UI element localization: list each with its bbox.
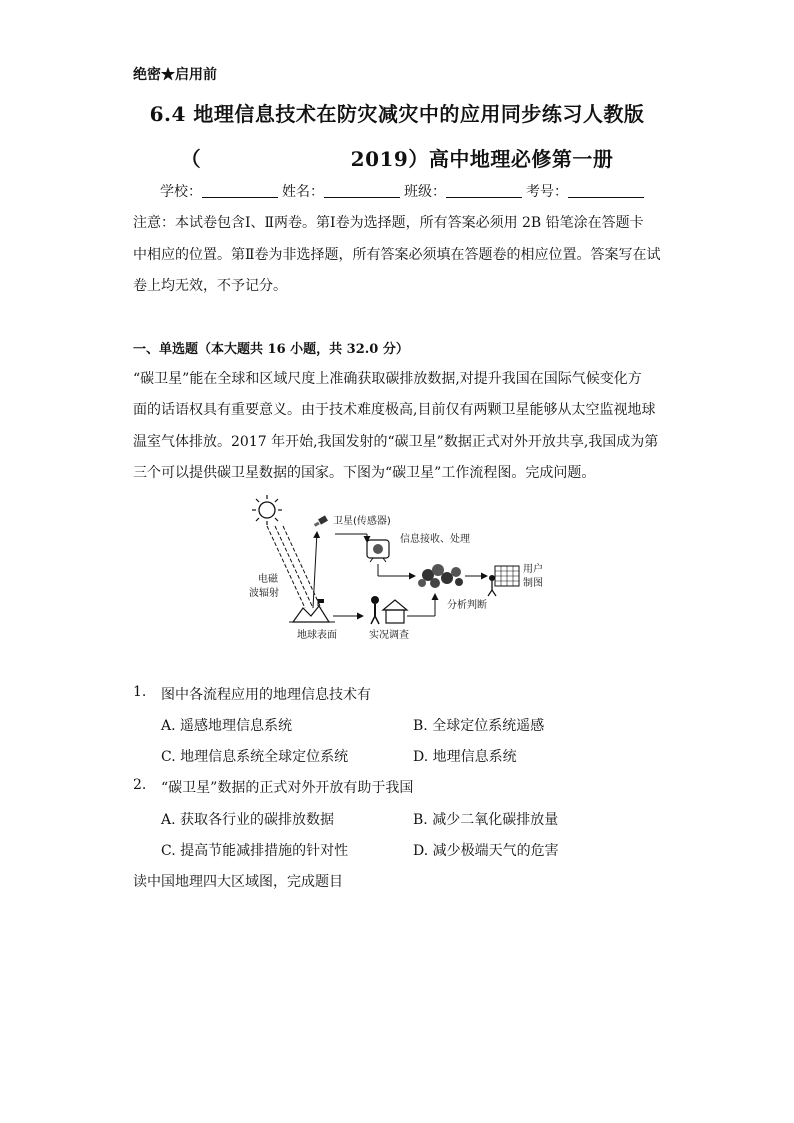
question-2-option-c[interactable]: C. 提高节能减排措施的针对性: [161, 843, 349, 859]
carbon-satellite-workflow-diagram: [245, 490, 555, 650]
question-2-text: “碳卫星”数据的正式对外开放有助于我国: [161, 780, 414, 796]
label-earth-surface: 地球表面: [297, 630, 337, 641]
question-2-option-a[interactable]: A. 获取各行业的碳排放数据: [161, 812, 335, 828]
name-blank[interactable]: [324, 183, 400, 198]
question-2-option-d[interactable]: D. 减少极端天气的危害: [413, 843, 559, 859]
label-em-1: 电磁: [258, 574, 278, 585]
question-1-option-d[interactable]: D. 地理信息系统: [413, 749, 517, 765]
exam-number-label: 考号：: [526, 184, 568, 200]
secret-label: 绝密★启用前: [133, 67, 217, 83]
school-label: 学校：: [160, 184, 202, 200]
sun-icon: [252, 495, 282, 525]
passage-line-4: 三个可以提供碳卫星数据的国家。下图为“碳卫星”工作流程图。完成问题。: [133, 465, 596, 481]
passage-line-2: 面的话语权具有重要意义。由于技术难度极高,目前仅有两颗卫星能够从太空监视地球: [133, 402, 656, 418]
title-paren: （: [180, 147, 202, 171]
label-analysis: 分析判断: [447, 600, 487, 611]
satellite-icon: [314, 515, 328, 526]
notice-line-3: 卷上均无效，不予记分。: [133, 278, 287, 294]
next-question-prompt: 读中国地理四大区域图，完成题目: [133, 874, 343, 890]
label-mapping: 制图: [523, 578, 543, 589]
school-blank[interactable]: [202, 183, 278, 198]
analysis-cluster-icon: [418, 564, 463, 588]
question-1-text: 图中各流程应用的地理信息技术有: [161, 687, 371, 703]
question-1-number: 1.: [133, 684, 147, 700]
passage-line-3: 温室气体排放。2017 年开始,我国发射的“碳卫星”数据正式对外开放共享,我国成为第: [133, 434, 659, 450]
arrow-earth-to-satellite: [313, 532, 317, 608]
question-1-option-a[interactable]: A. 遥感地理信息系统: [161, 718, 293, 734]
label-satellite: 卫星(传感器): [333, 516, 391, 527]
label-em-2: 波辐射: [249, 588, 279, 599]
label-user: 用户: [523, 564, 543, 575]
label-field-survey: 实况调查: [369, 630, 409, 641]
page-title-line2: [0, 143, 794, 172]
page-title-line1: 6.4 地理信息技术在防灾减灾中的应用同步练习人教版: [149, 102, 645, 126]
label-receive-process: 信息接收、处理: [400, 534, 470, 545]
class-blank[interactable]: [446, 183, 522, 198]
passage-line-1: “碳卫星”能在全球和区域尺度上准确获取碳排放数据,对提升我国在国际气候变化方: [133, 371, 642, 387]
title-year-course: 2019）高中地理必修第一册: [350, 147, 614, 171]
notice-line-1: 注意：本试卷包含Ⅰ、Ⅱ两卷。第Ⅰ卷为选择题，所有答案必须用 2B 铅笔涂在答题卡: [133, 215, 644, 231]
question-1-option-b[interactable]: B. 全球定位系统遥感: [413, 718, 545, 734]
section-heading: 一、单选题（本大题共 16 小题，共 32.0 分）: [133, 342, 409, 357]
question-2-number: 2.: [133, 777, 147, 793]
exam-number-blank[interactable]: [568, 183, 644, 198]
name-label: 姓名：: [282, 184, 324, 200]
notice-line-2: 中相应的位置。第Ⅱ卷为非选择题，所有答案必须填在答题卷的相应位置。答案写在试: [133, 247, 661, 263]
earth-surface-icon: [289, 599, 335, 622]
receiving-station-icon: [367, 540, 389, 562]
user-mapping-grid-icon: [488, 566, 519, 596]
class-label: 班级：: [404, 184, 446, 200]
student-info-line: [160, 181, 648, 201]
field-survey-icon: [371, 596, 407, 624]
question-1-option-c[interactable]: C. 地理信息系统全球定位系统: [161, 749, 349, 765]
question-2-option-b[interactable]: B. 减少二氧化碳排放量: [413, 812, 559, 828]
